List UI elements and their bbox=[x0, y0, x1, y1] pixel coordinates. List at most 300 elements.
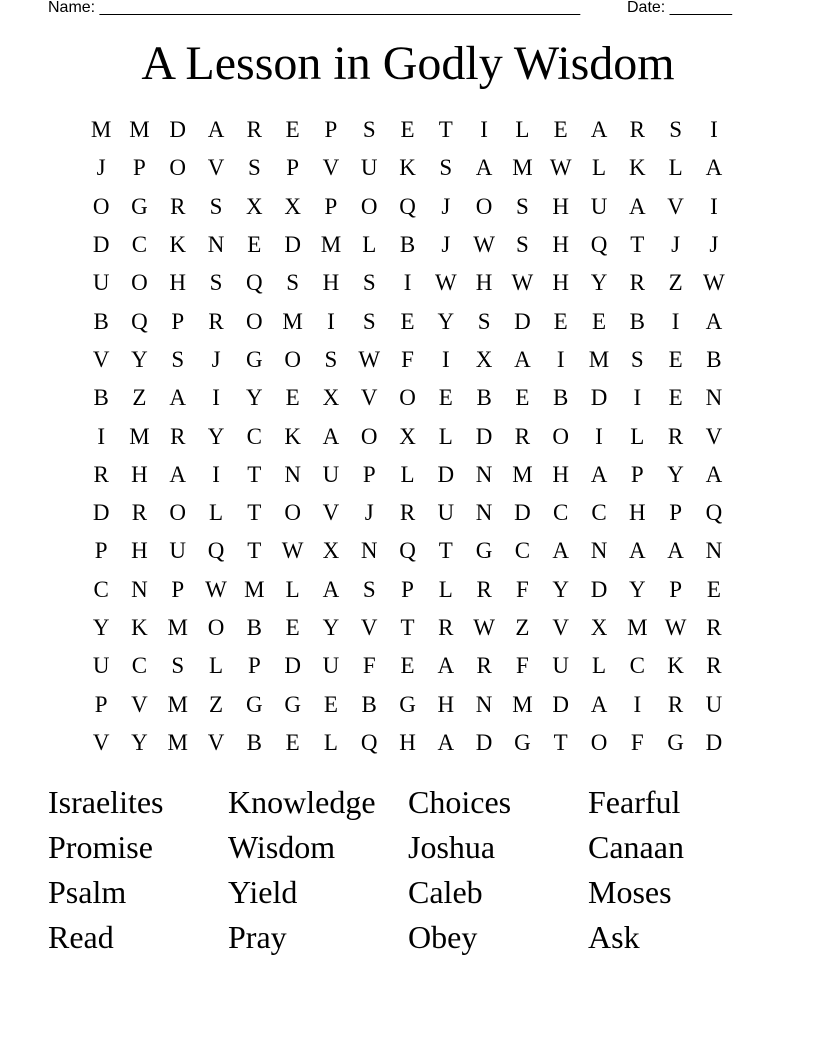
grid-letter: E bbox=[285, 385, 300, 411]
grid-letter: X bbox=[590, 615, 608, 640]
grid-letter: Y bbox=[628, 576, 646, 602]
word-list-item: Wisdom bbox=[228, 829, 336, 865]
grid-letter: Y bbox=[437, 308, 455, 334]
grid-letter: X bbox=[475, 346, 493, 372]
grid-letter: O bbox=[475, 193, 493, 219]
grid-letter: V bbox=[705, 423, 723, 449]
grid-letter: F bbox=[362, 653, 376, 679]
grid-letter: U bbox=[92, 270, 110, 296]
grid-letter: G bbox=[514, 729, 531, 755]
grid-letter: H bbox=[169, 270, 187, 296]
grid-letter: V bbox=[131, 691, 148, 717]
grid-letter: A bbox=[207, 117, 225, 143]
puzzle-title: A Lesson in Godly Wisdom bbox=[141, 37, 675, 90]
grid-letter: E bbox=[285, 729, 300, 755]
grid-letter: A bbox=[169, 461, 187, 487]
grid-letter: P bbox=[171, 576, 185, 602]
grid-letter: B bbox=[93, 308, 109, 334]
grid-letter: T bbox=[247, 538, 262, 564]
grid-letter: R bbox=[170, 423, 186, 449]
grid-letter: W bbox=[549, 155, 572, 181]
grid-letter: E bbox=[438, 385, 453, 411]
grid-letter: V bbox=[92, 346, 110, 372]
grid-letter: R bbox=[246, 117, 262, 143]
grid-letter: Y bbox=[131, 346, 148, 372]
grid-letter: Q bbox=[590, 232, 608, 258]
grid-letter: T bbox=[553, 729, 568, 755]
grid-letter: O bbox=[360, 423, 378, 449]
grid-letter: P bbox=[171, 308, 185, 334]
grid-letter: R bbox=[170, 193, 186, 219]
grid-letter: E bbox=[553, 308, 568, 334]
grid-letter: Y bbox=[552, 576, 570, 602]
grid-letter: F bbox=[630, 729, 644, 755]
grid-letter: M bbox=[627, 615, 648, 640]
grid-letter: R bbox=[476, 576, 492, 602]
grid-letter: A bbox=[590, 691, 608, 717]
grid-letter: V bbox=[92, 729, 110, 755]
grid-letter: U bbox=[92, 653, 110, 679]
grid-letter: M bbox=[512, 155, 533, 181]
grid-letter: L bbox=[285, 576, 300, 602]
grid-letter: P bbox=[669, 576, 682, 602]
grid-letter: N bbox=[475, 500, 493, 526]
grid-letter: R bbox=[629, 117, 645, 143]
grid-letter: X bbox=[284, 193, 301, 219]
grid-letter: D bbox=[514, 500, 531, 526]
grid-letter: L bbox=[209, 653, 224, 679]
word-list-item: Canaan bbox=[588, 829, 684, 865]
grid-letter: Z bbox=[209, 691, 224, 717]
word-list-item: Knowledge bbox=[228, 784, 376, 820]
grid-letter: N bbox=[207, 232, 225, 258]
grid-letter: A bbox=[590, 117, 608, 143]
grid-letter: H bbox=[437, 691, 455, 717]
grid-letter: R bbox=[667, 423, 684, 449]
grid-letter: K bbox=[399, 155, 416, 181]
word-list-item: Israelites bbox=[48, 784, 164, 820]
grid-letter: O bbox=[284, 346, 301, 372]
grid-letter: D bbox=[552, 691, 570, 717]
grid-letter: D bbox=[705, 729, 723, 755]
grid-letter: M bbox=[244, 576, 265, 602]
grid-letter: V bbox=[552, 615, 570, 640]
grid-letter: I bbox=[556, 346, 565, 372]
grid-letter: N bbox=[475, 691, 493, 717]
grid-letter: H bbox=[131, 461, 148, 487]
grid-letter: H bbox=[628, 500, 646, 526]
grid-letter: H bbox=[475, 270, 493, 296]
grid-letter: I bbox=[595, 423, 603, 449]
grid-letter: O bbox=[131, 270, 148, 296]
grid-letter: T bbox=[438, 538, 453, 564]
grid-letter: U bbox=[552, 653, 570, 679]
grid-letter: L bbox=[362, 232, 377, 258]
grid-letter: C bbox=[93, 576, 109, 602]
grid-letter: D bbox=[284, 232, 301, 258]
grid-letter: H bbox=[399, 729, 416, 755]
grid-letter: P bbox=[401, 576, 414, 602]
grid-letter: I bbox=[97, 423, 105, 449]
grid-letter: X bbox=[246, 193, 263, 219]
grid-letter: S bbox=[516, 193, 529, 219]
grid-letter: L bbox=[630, 423, 645, 449]
grid-letter: A bbox=[437, 653, 455, 679]
grid-letter: E bbox=[400, 653, 415, 679]
grid-letter: S bbox=[362, 576, 376, 602]
grid-letter: U bbox=[322, 461, 340, 487]
grid-letter: A bbox=[437, 729, 455, 755]
grid-letter: S bbox=[362, 308, 376, 334]
grid-letter: S bbox=[630, 346, 644, 372]
grid-letter: D bbox=[514, 308, 531, 334]
grid-letter: P bbox=[362, 461, 376, 487]
grid-letter: O bbox=[590, 729, 608, 755]
grid-letter: J bbox=[441, 232, 451, 258]
grid-letter: U bbox=[322, 653, 340, 679]
grid-letter: F bbox=[516, 653, 529, 679]
grid-letter: U bbox=[169, 538, 187, 564]
grid-letter: I bbox=[327, 308, 335, 334]
grid-letter: W bbox=[434, 270, 457, 296]
grid-letter: I bbox=[710, 193, 718, 219]
grid-letter: I bbox=[633, 691, 642, 717]
grid-letter: Q bbox=[399, 538, 416, 564]
grid-letter: D bbox=[590, 385, 608, 411]
grid-letter: P bbox=[94, 691, 108, 717]
grid-letter: X bbox=[322, 385, 340, 411]
grid-letter: M bbox=[167, 615, 188, 640]
grid-letter: O bbox=[92, 193, 110, 219]
word-list-item: Psalm bbox=[48, 874, 127, 910]
grid-letter: G bbox=[284, 691, 301, 717]
word-list-item: Joshua bbox=[408, 829, 496, 865]
grid-letter: A bbox=[475, 155, 493, 181]
grid-letter: D bbox=[169, 117, 187, 143]
grid-letter: R bbox=[93, 461, 109, 487]
grid-letter: A bbox=[705, 308, 723, 334]
grid-letter: S bbox=[209, 270, 223, 296]
grid-letter: A bbox=[705, 155, 723, 181]
grid-letter: D bbox=[92, 500, 110, 526]
word-list-item: Caleb bbox=[408, 874, 483, 910]
grid-letter: S bbox=[286, 270, 300, 296]
grid-letter: D bbox=[437, 461, 455, 487]
grid-letter: R bbox=[667, 691, 684, 717]
grid-letter: G bbox=[475, 538, 493, 564]
date-field: Date: _______ bbox=[627, 0, 732, 16]
grid-letter: R bbox=[399, 500, 416, 526]
grid-letter: K bbox=[628, 155, 646, 181]
grid-letter: N bbox=[705, 538, 723, 564]
grid-letter: A bbox=[590, 461, 608, 487]
grid-letter: M bbox=[512, 691, 533, 717]
grid-letter: H bbox=[552, 193, 570, 219]
grid-letter: Y bbox=[590, 270, 608, 296]
grid-letter: D bbox=[92, 232, 110, 258]
grid-letter: M bbox=[282, 308, 303, 334]
grid-letter: M bbox=[588, 346, 610, 372]
grid-letter: A bbox=[322, 423, 340, 449]
grid-letter: G bbox=[246, 346, 263, 372]
grid-letter: I bbox=[710, 117, 718, 143]
grid-letter: J bbox=[671, 232, 681, 258]
grid-letter: O bbox=[169, 500, 187, 526]
grid-letter: L bbox=[323, 729, 338, 755]
grid-letter: R bbox=[476, 653, 492, 679]
grid-letter: I bbox=[441, 346, 450, 372]
grid-letter: B bbox=[629, 308, 645, 334]
grid-letter: O bbox=[169, 155, 187, 181]
grid-letter: O bbox=[399, 385, 416, 411]
word-list bbox=[48, 780, 768, 960]
grid-letter: B bbox=[476, 385, 492, 411]
grid-letter: K bbox=[169, 232, 187, 258]
grid-letter: H bbox=[552, 232, 570, 258]
grid-letter: J bbox=[96, 155, 106, 181]
grid-letter: A bbox=[628, 193, 646, 219]
grid-letter: C bbox=[553, 500, 569, 526]
grid-letter: B bbox=[246, 615, 262, 640]
grid-letter: F bbox=[401, 346, 414, 372]
grid-letter: I bbox=[212, 461, 220, 487]
word-list-item: Fearful bbox=[588, 784, 681, 820]
grid-letter: S bbox=[171, 346, 185, 372]
grid-letter: W bbox=[358, 346, 381, 372]
grid-letter: U bbox=[590, 193, 608, 219]
grid-letter: U bbox=[360, 155, 378, 181]
grid-letter: R bbox=[131, 500, 148, 526]
grid-letter: W bbox=[473, 615, 495, 640]
grid-letter: C bbox=[131, 653, 148, 679]
grid-letter: R bbox=[438, 615, 454, 640]
grid-letter: E bbox=[285, 615, 300, 640]
grid-letter: A bbox=[552, 538, 570, 564]
grid-letter: V bbox=[360, 385, 378, 411]
grid-letter: S bbox=[439, 155, 453, 181]
name-field: Name: ______________________________________________________ bbox=[48, 0, 581, 16]
grid-letter: E bbox=[706, 576, 721, 602]
grid-letter: K bbox=[131, 615, 148, 640]
grid-letter: D bbox=[475, 729, 493, 755]
grid-letter: P bbox=[94, 538, 108, 564]
grid-letter: H bbox=[552, 461, 570, 487]
grid-letter: N bbox=[705, 385, 723, 411]
grid-letter: C bbox=[514, 538, 531, 564]
word-list-item: Moses bbox=[588, 874, 672, 910]
grid-letter: T bbox=[630, 232, 645, 258]
grid-letter: P bbox=[324, 193, 338, 219]
grid-letter: Q bbox=[131, 308, 148, 334]
grid-letter: C bbox=[591, 500, 607, 526]
grid-letter: T bbox=[438, 117, 453, 143]
grid-letter: Q bbox=[399, 193, 416, 219]
grid-letter: D bbox=[590, 576, 608, 602]
grid-letter: O bbox=[284, 500, 301, 526]
grid-letter: I bbox=[671, 308, 680, 334]
grid-letter: E bbox=[668, 385, 683, 411]
grid-letter: J bbox=[441, 193, 451, 219]
word-list-item: Obey bbox=[408, 919, 478, 955]
grid-letter: E bbox=[247, 232, 262, 258]
grid-letter: H bbox=[131, 538, 148, 564]
grid-letter: E bbox=[515, 385, 530, 411]
grid-letter: Q bbox=[705, 500, 723, 526]
grid-letter: S bbox=[171, 653, 185, 679]
grid-letter: R bbox=[208, 308, 224, 334]
grid-letter: X bbox=[399, 423, 416, 449]
grid-letter: L bbox=[438, 576, 453, 602]
grid-letter: P bbox=[133, 155, 146, 181]
grid-letter: C bbox=[131, 232, 148, 258]
letter-grid bbox=[82, 111, 733, 762]
grid-letter: Q bbox=[246, 270, 263, 296]
grid-letter: Z bbox=[668, 270, 683, 296]
grid-letter: M bbox=[512, 461, 533, 487]
grid-letter: I bbox=[403, 270, 412, 296]
grid-letter: M bbox=[167, 691, 188, 717]
grid-letter: Y bbox=[322, 615, 340, 640]
grid-letter: V bbox=[207, 729, 225, 755]
grid-letter: H bbox=[322, 270, 340, 296]
grid-letter: S bbox=[247, 155, 261, 181]
grid-letter: E bbox=[591, 308, 607, 334]
grid-letter: N bbox=[284, 461, 301, 487]
grid-letter: O bbox=[207, 615, 225, 640]
word-list-item: Read bbox=[48, 919, 114, 955]
grid-letter: S bbox=[362, 117, 376, 143]
grid-letter: G bbox=[246, 691, 263, 717]
grid-letter: L bbox=[668, 155, 683, 181]
grid-letter: F bbox=[516, 576, 529, 602]
word-list-item: Pray bbox=[228, 919, 287, 955]
grid-letter: N bbox=[131, 576, 148, 602]
grid-letter: R bbox=[514, 423, 531, 449]
grid-letter: B bbox=[553, 385, 569, 411]
grid-letter: A bbox=[169, 385, 187, 411]
grid-letter: P bbox=[247, 653, 261, 679]
grid-letter: V bbox=[322, 155, 340, 181]
grid-letter: B bbox=[706, 346, 722, 372]
grid-letter: V bbox=[322, 500, 340, 526]
grid-letter: V bbox=[667, 193, 684, 219]
grid-letter: E bbox=[400, 308, 415, 334]
grid-letter: P bbox=[630, 461, 644, 487]
grid-letter: B bbox=[399, 232, 416, 258]
grid-letter: R bbox=[706, 615, 722, 640]
grid-letter: C bbox=[246, 423, 262, 449]
grid-letter: I bbox=[480, 117, 488, 143]
grid-letter: W bbox=[281, 538, 304, 564]
grid-letter: U bbox=[705, 691, 723, 717]
grid-letter: S bbox=[324, 346, 338, 372]
grid-letter: H bbox=[552, 270, 570, 296]
grid-letter: L bbox=[209, 500, 224, 526]
grid-letter: J bbox=[709, 232, 719, 258]
grid-letter: A bbox=[514, 346, 531, 372]
grid-letter: D bbox=[475, 423, 493, 449]
grid-letter: N bbox=[360, 538, 378, 564]
grid-letter: P bbox=[669, 500, 682, 526]
grid-letter: G bbox=[667, 729, 684, 755]
grid-letter: Y bbox=[92, 615, 110, 640]
grid-letter: M bbox=[167, 729, 188, 755]
grid-letter: L bbox=[438, 423, 453, 449]
grid-letter: S bbox=[209, 193, 223, 219]
grid-letter: E bbox=[323, 691, 338, 717]
grid-letter: Y bbox=[667, 461, 684, 487]
grid-letter: E bbox=[400, 117, 415, 143]
word-list-item: Promise bbox=[48, 829, 153, 865]
grid-letter: L bbox=[591, 155, 607, 181]
grid-letter: R bbox=[629, 270, 645, 296]
grid-letter: W bbox=[205, 576, 227, 602]
grid-letter: G bbox=[399, 691, 416, 717]
grid-letter: L bbox=[515, 117, 530, 143]
grid-letter: C bbox=[629, 653, 645, 679]
grid-letter: R bbox=[706, 653, 722, 679]
grid-letter: S bbox=[477, 308, 491, 334]
grid-letter: N bbox=[475, 461, 493, 487]
grid-letter: Z bbox=[515, 615, 530, 640]
grid-letter: O bbox=[360, 193, 378, 219]
grid-letter: T bbox=[400, 615, 415, 640]
grid-letter: U bbox=[437, 500, 455, 526]
grid-letter: E bbox=[285, 117, 300, 143]
grid-letter: P bbox=[324, 117, 338, 143]
grid-letter: K bbox=[667, 653, 684, 679]
grid-letter: E bbox=[668, 346, 683, 372]
grid-letter: Y bbox=[131, 729, 148, 755]
grid-letter: M bbox=[129, 117, 150, 143]
grid-letter: J bbox=[364, 500, 374, 526]
grid-letter: L bbox=[591, 653, 607, 679]
grid-letter: D bbox=[284, 653, 301, 679]
grid-letter: A bbox=[705, 461, 723, 487]
grid-letter: G bbox=[131, 193, 148, 219]
grid-letter: P bbox=[286, 155, 300, 181]
grid-letter: S bbox=[362, 270, 376, 296]
grid-letter: S bbox=[669, 117, 682, 143]
grid-letter: Z bbox=[132, 385, 147, 411]
grid-letter: B bbox=[361, 691, 377, 717]
grid-letter: W bbox=[703, 270, 725, 296]
grid-letter: V bbox=[360, 615, 378, 640]
grid-letter: N bbox=[590, 538, 608, 564]
word-list-item: Choices bbox=[408, 784, 512, 820]
grid-letter: B bbox=[93, 385, 109, 411]
grid-letter: T bbox=[247, 461, 262, 487]
grid-letter: A bbox=[628, 538, 646, 564]
grid-letter: X bbox=[322, 538, 340, 564]
grid-letter: T bbox=[247, 500, 262, 526]
grid-letter: M bbox=[129, 423, 150, 449]
grid-letter: W bbox=[511, 270, 534, 296]
grid-letter: M bbox=[90, 117, 112, 143]
grid-letter: E bbox=[553, 117, 568, 143]
grid-letter: I bbox=[212, 385, 220, 411]
grid-letter: I bbox=[633, 385, 642, 411]
grid-letter: Y bbox=[246, 385, 263, 411]
word-list-item: Yield bbox=[228, 874, 298, 910]
grid-letter: S bbox=[516, 232, 529, 258]
grid-letter: J bbox=[211, 346, 221, 372]
grid-letter: Y bbox=[207, 423, 225, 449]
grid-letter: Q bbox=[360, 729, 378, 755]
grid-letter: L bbox=[400, 461, 415, 487]
word-list-item: Ask bbox=[588, 919, 640, 955]
grid-letter: O bbox=[552, 423, 570, 449]
